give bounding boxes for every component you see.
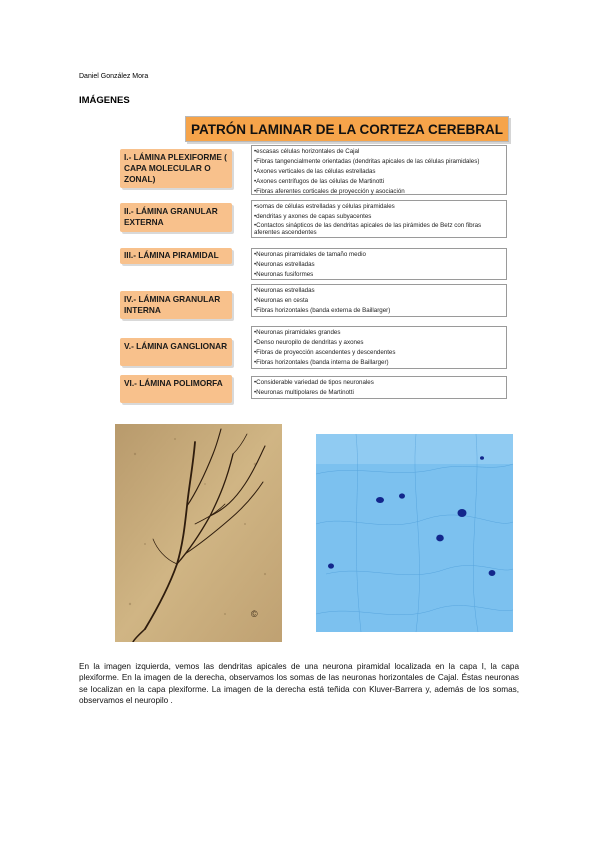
list-item: •Neuronas estrelladas <box>254 261 315 268</box>
list-item: •Fibras horizontales (banda interna de Baillarger) <box>254 359 389 366</box>
lamina-label-1: I.- LÁMINA PLEXIFORME ( CAPA MOLECULAR O ZONAL) <box>120 149 232 188</box>
list-item: •Neuronas fusiformes <box>254 271 314 278</box>
copyright-mark: © <box>251 609 258 619</box>
list-item: •Denso neuropilo de dendritas y axones <box>254 339 364 346</box>
list-item: •Axones centrífugos de las células de Martinotti <box>254 178 385 185</box>
list-item: •Fibras aferentes corticales de proyección y asociación <box>254 188 405 195</box>
list-item: •Axones verticales de las células estrelladas <box>254 168 376 175</box>
section-heading: IMÁGENES <box>79 95 130 106</box>
lamina-label-3: III.- LÁMINA PIRAMIDAL <box>120 248 232 264</box>
pyramidal-neuron-micrograph <box>115 424 282 642</box>
lamina-desc-2 <box>251 200 507 238</box>
list-item: •Fibras horizontales (banda externa de Baillarger) <box>254 307 391 314</box>
list-item: •Neuronas piramidales de tamaño medio <box>254 251 366 258</box>
list-item: •Neuronas en cesta <box>254 297 309 304</box>
caption-text: En la imagen izquierda, vemos las dendritas apicales de una neurona piramidal localizada en la capa I, la capa plexiforme. En la imagen de la derecha, observamos los somas de las neuronas horizontales de Cajal. Éstas neuronas se localizan en la capa plexiforme. La imagen de la derecha está teñida con Kluver-Barrera y, además de los somas, observamos el neuropilo . <box>79 662 519 705</box>
lamina-desc-1 <box>251 145 507 195</box>
list-item: •Fibras tangencialmente orientadas (dendritas apicales de las células piramidales) <box>254 158 480 165</box>
list-item: •dendritas y axones de capas subyacentes <box>254 213 372 220</box>
list-item: •Fibras de proyección ascendentes y descendentes <box>254 349 396 356</box>
kluver-barrera-micrograph <box>316 434 513 632</box>
author-name: Daniel González Mora <box>79 73 149 80</box>
list-item: •escasas células horizontales de Cajal <box>254 148 360 155</box>
list-item: •Neuronas piramidales grandes <box>254 329 341 336</box>
lamina-desc-3 <box>251 248 507 280</box>
lamina-desc-5 <box>251 326 507 369</box>
list-item: •Contactos sinápticos de las dendritas apicales de las pirámides de Betz con fibras aferentes ascendentes <box>254 222 482 236</box>
lamina-desc-4 <box>251 284 507 317</box>
lamina-label-5: V.- LÁMINA GANGLIONAR <box>120 338 232 366</box>
diagram-title: PATRÓN LAMINAR DE LA CORTEZA CEREBRAL <box>185 116 509 142</box>
list-item: •Neuronas multipolares de Martinotti <box>254 389 354 396</box>
list-item: •Neuronas estrelladas <box>254 287 315 294</box>
list-item: •Considerable variedad de tipos neuronales <box>254 379 374 386</box>
lamina-label-6: VI.- LÁMINA POLIMORFA <box>120 375 232 403</box>
lamina-label-2: II.- LÁMINA GRANULAR EXTERNA <box>120 203 232 232</box>
lamina-desc-6 <box>251 376 507 399</box>
list-item: •somas de células estrelladas y células piramidales <box>254 203 395 210</box>
lamina-label-4: IV.- LÁMINA GRANULAR INTERNA <box>120 291 232 319</box>
